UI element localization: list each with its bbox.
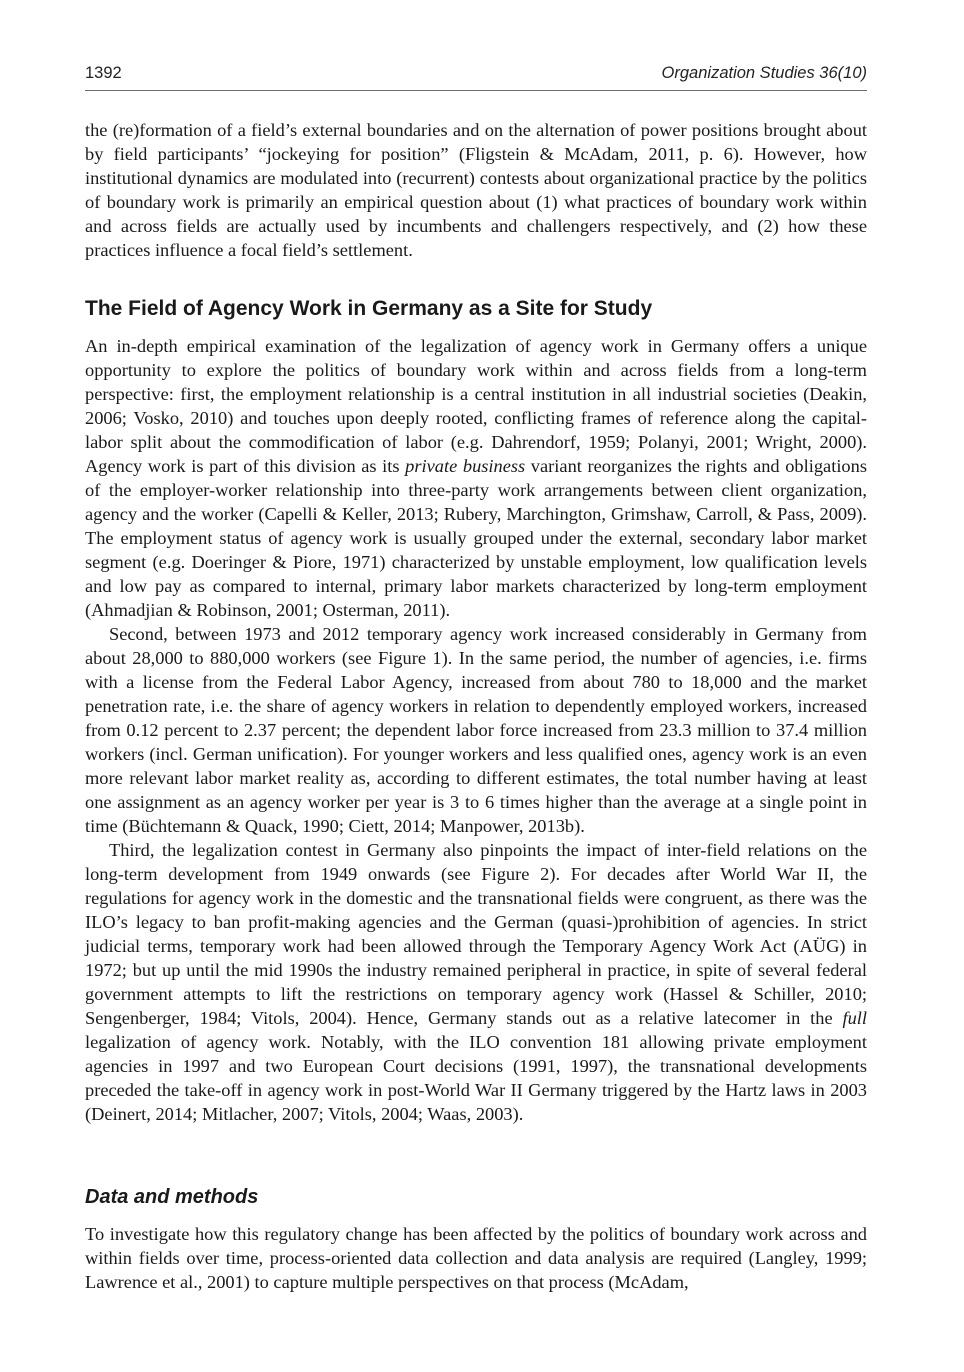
section-body bbox=[85, 334, 867, 1126]
journal-title: Organization Studies 36(10) bbox=[661, 64, 867, 82]
header-rule bbox=[85, 90, 867, 91]
section-paragraph-2: Second, between 1973 and 2012 temporary agency work increased considerably in Germany from about 28,000 to 880,000 workers (see Figure 1). In the same period, the number of agencies, i.e. firms with a license from the Federal Labor Agency, increased from about 780 to 18,000 and the market penetration rate, i.e. the share of agency workers in relation to dependently employed workers, increased from 0.12 percent to 2.37 percent; the dependent labor force increased from 23.3 million to 37.4 million workers (incl. German unification). For younger workers and less qualified ones, agency work is an even more relevant labor market reality as, according to different estimates, the total number having at least one assignment as an agency worker per year is 3 to 6 times higher than the average at a single point in time (Büchtemann & Quack, 1990; Ciett, 2014; Manpower, 2013b). bbox=[85, 624, 867, 836]
p1-text-a: An in-depth empirical examination of the legalization of agency work in Germany offers a unique opportunity to explore the politics of boundary work within and across fields from a long-term perspective: first, the employment relationship is a central institution in all industrial societies (Deakin, 2006; Vosko, 2010) and touches upon deeply rooted, conflicting frames of reference along the capital-labor split about the commodification of labor (e.g. Dahrendorf, 1959; Polanyi, 2001; Wright, 2000). Agency work is part of this division as its bbox=[85, 336, 867, 476]
section-paragraph-3 bbox=[85, 838, 867, 1126]
p1-emphasis: private business bbox=[405, 456, 526, 476]
p1-text-b: variant reorganizes the rights and obligations of the employer-worker relationship into three-party work arrangements between client organization, agency and the worker (Capelli & Keller, 2013; Rubery, Marchington, Grimshaw, Carroll, & Pass, 2009). The employment status of agency work is usually grouped under the external, secondary labor market segment (e.g. Doeringer & Piore, 1971) characterized by unstable employment, low qualification levels and low pay as compared to internal, primary labor markets characterized by long-term employment (Ahmadjian & Robinson, 2001; Osterman, 2011). bbox=[85, 456, 867, 620]
p3-emphasis: full bbox=[842, 1008, 867, 1028]
section-paragraph-1 bbox=[85, 334, 867, 622]
intro-paragraph: the (re)formation of a field’s external boundaries and on the alternation of power positions brought about by field participants’ “jockeying for position” (Fligstein & McAdam, 2011, p. 6). However, how institutional dynamics are modulated into (recurrent) contests about organizational practice by the politics of boundary work is primarily an empirical question about (1) what practices of boundary work within and across fields are actually used by incumbents and challengers respectively, and (2) how these practices influence a focal field’s settlement. bbox=[85, 120, 867, 260]
subsection-paragraph-1: To investigate how this regulatory change has been affected by the politics of boundary work across and within fields over time, process-oriented data collection and data analysis are required (Langley, 1999; Lawrence et al., 2001) to capture multiple perspectives on that process (McAdam, bbox=[85, 1224, 867, 1292]
p3-text-b: legalization of agency work. Notably, with the ILO convention 181 allowing private employment agencies in 1997 and two European Court decisions (1991, 1997), the transnational developments preceded the take-off in agency work in post-World War II Germany triggered by the Hartz laws in 2003 (Deinert, 2014; Mitlacher, 2007; Vitols, 2004; Waas, 2003). bbox=[85, 1032, 867, 1124]
subsection-heading: Data and methods bbox=[85, 1186, 259, 1208]
p3-text-a: Third, the legalization contest in Germany also pinpoints the impact of inter-field relations on the long-term development from 1949 onwards (see Figure 2). For decades after World War II, the regulations for agency work in the domestic and the transnational fields were congruent, as there was the ILO’s legacy to ban profit-making agencies and the German (quasi-)prohibition of agencies. In strict judicial terms, temporary work had been allowed through the Temporary Agency Work Act (AÜG) in 1972; but up until the mid 1990s the industry remained peripheral in practice, in spite of several federal government attempts to lift the restrictions on temporary agency work (Hassel & Schiller, 2010; Sengenberger, 1984; Vitols, 2004). Hence, Germany stands out as a relative latecomer in the bbox=[85, 840, 867, 1028]
section-heading: The Field of Agency Work in Germany as a Site for Study bbox=[85, 297, 653, 320]
page-number: 1392 bbox=[85, 64, 122, 82]
running-head bbox=[85, 64, 867, 88]
